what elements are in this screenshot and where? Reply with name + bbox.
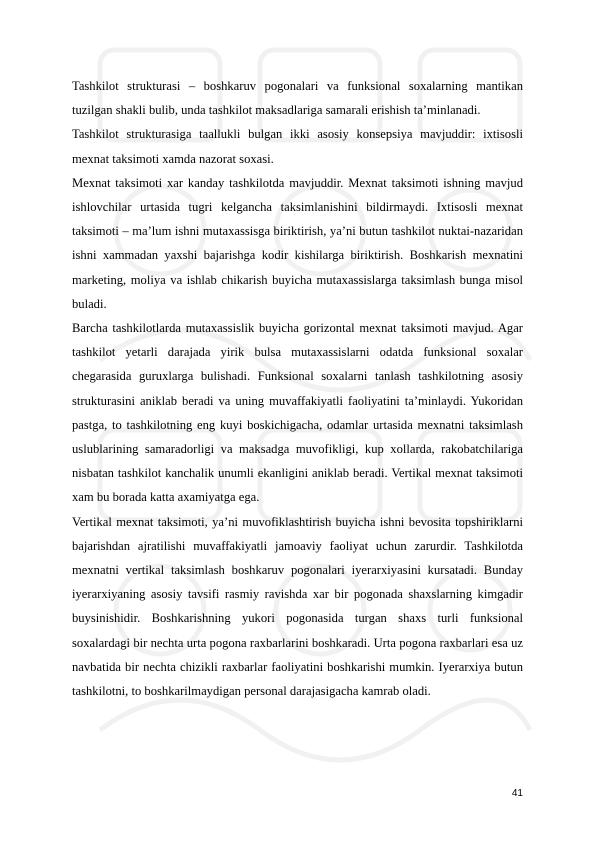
- paragraph-vertical-division: Vertikal mexnat taksimoti, ya’ni muvofiklashtirish buyicha ishni bevosita topshiriklarni bajarishdan ajratilishi muvaffakiyatli jamoaviy faoliyat uchun zarurdir. Tashkilotda mexnatni vertikal taksimlash boshkaruv pogonalari iyerarxiyasini kursatadi. Bunday iyerarxiyaning asosiy tavsifi rasmiy ravishda xar bir pogonada shaxslarning kimgadir buysinishidir. Boshkarishning yukori pogonasida turgan shaxs turli funksional soxalardagi bir nechta urta pogona raxbarlarini boshkaradi. Urta pogona raxbarlari esa uz navbatida bir nechta chizikli raxbarlar faoliyatini boshkarishi mumkin. Iyerarxiya butun tashkilotni, to boshkarilmaydigan personal darajasigacha kamrab oladi.: [72, 514, 523, 699]
- paragraph-division-of-labor: Mexnat taksimoti xar kanday tashkilotda mavjuddir. Mexnat taksimoti ishning mavjud ishlovchilar urtasida tugri kelgancha taksimlanishini bildirmaydi. Ixtisosli mexnat taksimoti – ma’lum ishni mutaxassisga biriktirish, ya’ni butun tashkilot nuktai-nazaridan ishni xammadan yaxshi bajarishga kodir kishilarga biriktirish. Boshkarish mexnatini marketing, moliya va ishlab chikarish buyicha mutaxassislarga taksimlash bunga misol buladi.: [72, 175, 523, 311]
- document-body: [72, 74, 523, 703]
- page-number: 41: [511, 788, 523, 799]
- paragraph-two-concepts: Tashkilot strukturasiga taallukli bulgan ikki asosiy konsepsiya mavjuddir: ixtisosli mexnat taksimoti xamda nazorat soxasi.: [72, 127, 523, 166]
- paragraph-horizontal-division: Barcha tashkilotlarda mutaxassislik buyicha gorizontal mexnat taksimoti mavjud. Agar tashkilot yetarli darajada yirik bulsa mutaxassislarni odatda funksional soxalar chegarasida guruxlarga bulishadi. Funksional soxalarni tanlash tashkilotning asosiy strukturasini aniklab beradi va uning muvaffakiyatli faoliyatini ta’minlaydi. Yukoridan pastga, to tashkilotning eng kuyi boskichigacha, odamlar urtasida mexnatni taksimlash uslublarining samaradorligi va maksadga muvofikligi, kup xollarda, rakobatchilariga nisbatan tashkilot kanchalik unumli ekanligini aniklab beradi. Vertikal mexnat taksimoti xam bu borada katta axamiyatga ega.: [72, 321, 523, 505]
- paragraph-structure-definition: Tashkilot strukturasi – boshkaruv pogonalari va funksional soxalarning mantikan tuzilgan shakli bulib, unda tashkilot maksadlariga samarali erishish ta’minlanadi.: [72, 79, 523, 118]
